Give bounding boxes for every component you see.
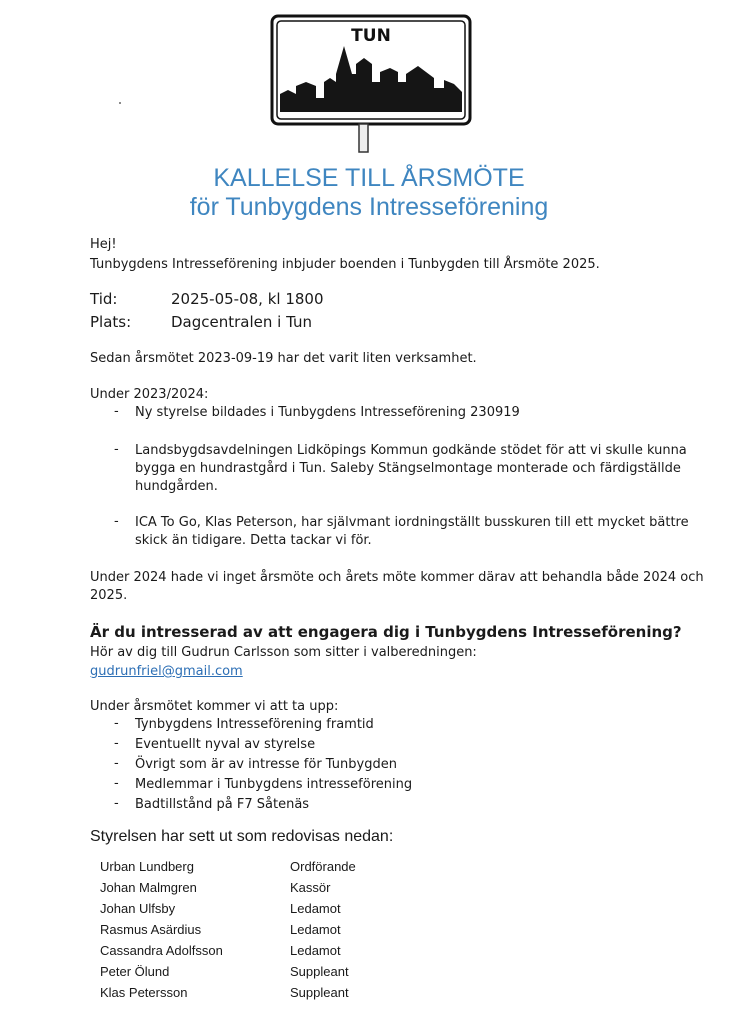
note-line: Under 2024 hade vi inget årsmöte och årets möte kommer därav att behandla både 2024 och bbox=[90, 570, 704, 585]
period-item-line: Ny styrelse bildades i Tunbygdens Intresseförening 230919 bbox=[135, 405, 520, 420]
title-line-1: KALLELSE TILL ÅRSMÖTE bbox=[213, 164, 525, 192]
bullet-dash: - bbox=[114, 756, 119, 771]
bullet-dash: - bbox=[114, 736, 119, 751]
greeting: Hej! bbox=[90, 237, 117, 252]
member-role: Ledamot bbox=[290, 901, 341, 916]
time-label: Tid: bbox=[90, 290, 118, 308]
agenda-item: Övrigt som är av intresse för Tunbygden bbox=[135, 757, 397, 772]
board-heading: Styrelsen har sett ut som redovisas nedan: bbox=[90, 828, 394, 845]
engage-heading: Är du intresserad av att engagera dig i Tunbygdens Intresseförening? bbox=[90, 623, 682, 641]
agenda-item: Tynbygdens Intresseförening framtid bbox=[135, 717, 374, 732]
bullet-dash: - bbox=[114, 514, 119, 529]
bullet-dash: - bbox=[114, 796, 119, 811]
email-link[interactable]: gudrunfriel@gmail.com bbox=[90, 664, 243, 679]
period-item-line: Landsbygdsavdelningen Lidköpings Kommun godkände stödet för att vi skulle kunna bbox=[135, 443, 687, 458]
member-name: Peter Ölund bbox=[100, 964, 170, 979]
member-name: Cassandra Adolfsson bbox=[100, 943, 223, 958]
member-role: Suppleant bbox=[290, 964, 349, 979]
member-role: Ledamot bbox=[290, 922, 341, 937]
engage-text: Hör av dig till Gudrun Carlsson som sitter i valberedningen: bbox=[90, 645, 477, 660]
period-item-line: skick än tidigare. Detta tackar vi för. bbox=[135, 533, 372, 548]
member-name: Johan Ulfsby bbox=[100, 901, 176, 916]
intro-text: Tunbygdens Intresseförening inbjuder boenden i Tunbygden till Årsmöte 2025. bbox=[90, 257, 600, 272]
bullet-dash: - bbox=[114, 716, 119, 731]
bullet-dash: - bbox=[114, 442, 119, 457]
sign-text: TUN bbox=[351, 26, 391, 46]
member-role: Ordförande bbox=[290, 859, 356, 874]
member-role: Suppleant bbox=[290, 985, 349, 1000]
agenda-item: Badtillstånd på F7 Såtenäs bbox=[135, 797, 310, 812]
member-name: Rasmus Asärdius bbox=[100, 922, 202, 937]
period-item-line: bygga en hundrastgård i Tun. Saleby Stängselmontage monterade och färdigställde bbox=[135, 461, 681, 476]
period-item-line: ICA To Go, Klas Peterson, har självmant iordningställt busskuren till ett mycket bättre bbox=[135, 515, 689, 530]
agenda-item: Eventuellt nyval av styrelse bbox=[135, 737, 316, 752]
member-role: Kassör bbox=[290, 880, 331, 895]
title-line-2: för Tunbygdens Intresseförening bbox=[189, 193, 549, 221]
member-name: Klas Petersson bbox=[100, 985, 188, 1000]
bullet-dash: - bbox=[114, 404, 119, 419]
place-label: Plats: bbox=[90, 313, 132, 331]
member-name: Urban Lundberg bbox=[100, 859, 194, 874]
period-item-line: hundgården. bbox=[135, 479, 218, 494]
agenda-heading: Under årsmötet kommer vi att ta upp: bbox=[90, 699, 339, 714]
agenda-item: Medlemmar i Tunbygdens intresseförening bbox=[135, 777, 413, 792]
member-role: Ledamot bbox=[290, 943, 341, 958]
bullet-dash: - bbox=[114, 776, 119, 791]
town-sign-icon bbox=[268, 12, 474, 162]
period-heading: Under 2023/2024: bbox=[90, 387, 209, 402]
time-value: 2025-05-08, kl 1800 bbox=[171, 290, 324, 308]
member-name: Johan Malmgren bbox=[100, 880, 197, 895]
since-text: Sedan årsmötet 2023-09-19 har det varit liten verksamhet. bbox=[90, 351, 477, 366]
place-value: Dagcentralen i Tun bbox=[171, 313, 312, 331]
note-line: 2025. bbox=[90, 588, 128, 603]
